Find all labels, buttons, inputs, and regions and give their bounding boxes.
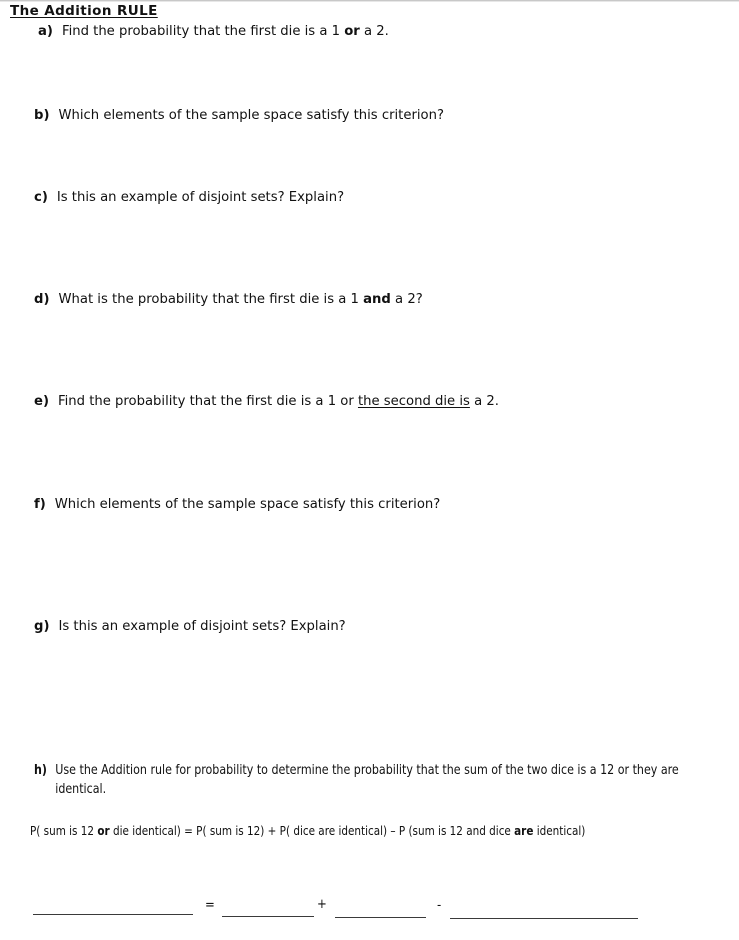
question-text-g: Is this an example of disjoint sets? Explain?: [58, 619, 346, 634]
operator-plus: +: [317, 897, 327, 912]
question-item-d: [34, 291, 423, 309]
question-text-b: Which elements of the sample space satisfy this criterion?: [58, 108, 444, 123]
operator-minus: -: [437, 898, 442, 913]
question-label-b: b): [34, 108, 50, 123]
question-label-h: h): [34, 763, 47, 778]
question-item-a: [38, 23, 389, 41]
operator-equals: =: [205, 898, 215, 913]
question-item-g: [34, 618, 346, 636]
question-item-c: [34, 189, 344, 207]
question-text-e: Find the probability that the first die is a 1 or the second die is a 2.: [57, 394, 499, 409]
question-label-g: g): [34, 619, 50, 634]
answer-blank-2[interactable]: [222, 916, 314, 917]
question-text-c: Is this an example of disjoint sets? Explain?: [56, 190, 345, 205]
question-label-c: c): [34, 190, 48, 205]
question-label-e: e): [34, 394, 49, 409]
question-item-h: [34, 761, 715, 800]
question-item-f: [34, 496, 440, 514]
question-label-d: d): [34, 292, 50, 307]
question-label-a: a): [38, 24, 53, 39]
answer-blank-3[interactable]: [335, 917, 426, 918]
question-text-h: Use the Addition rule for probability to determine the probability that the sum of the two dice is a 12 or they are identical.: [55, 763, 679, 798]
addition-rule-formula: P( sum is 12 or die identical) = P( sum is 12) + P( dice are identical) – P (sum is 12 and dice are identical): [30, 823, 586, 838]
answer-blank-1[interactable]: [33, 914, 193, 915]
question-label-f: f): [34, 497, 46, 512]
question-text-a: Find the probability that the first die is a 1 or a 2.: [61, 24, 389, 39]
question-item-e: [34, 393, 499, 411]
question-text-d: What is the probability that the first die is a 1 and a 2?: [58, 292, 423, 307]
page-top-rule: [0, 0, 739, 2]
page-title: The Addition RULE: [10, 3, 158, 19]
question-item-b: [34, 107, 444, 125]
question-text-f: Which elements of the sample space satisfy this criterion?: [54, 497, 441, 512]
answer-blank-4[interactable]: [450, 918, 638, 919]
